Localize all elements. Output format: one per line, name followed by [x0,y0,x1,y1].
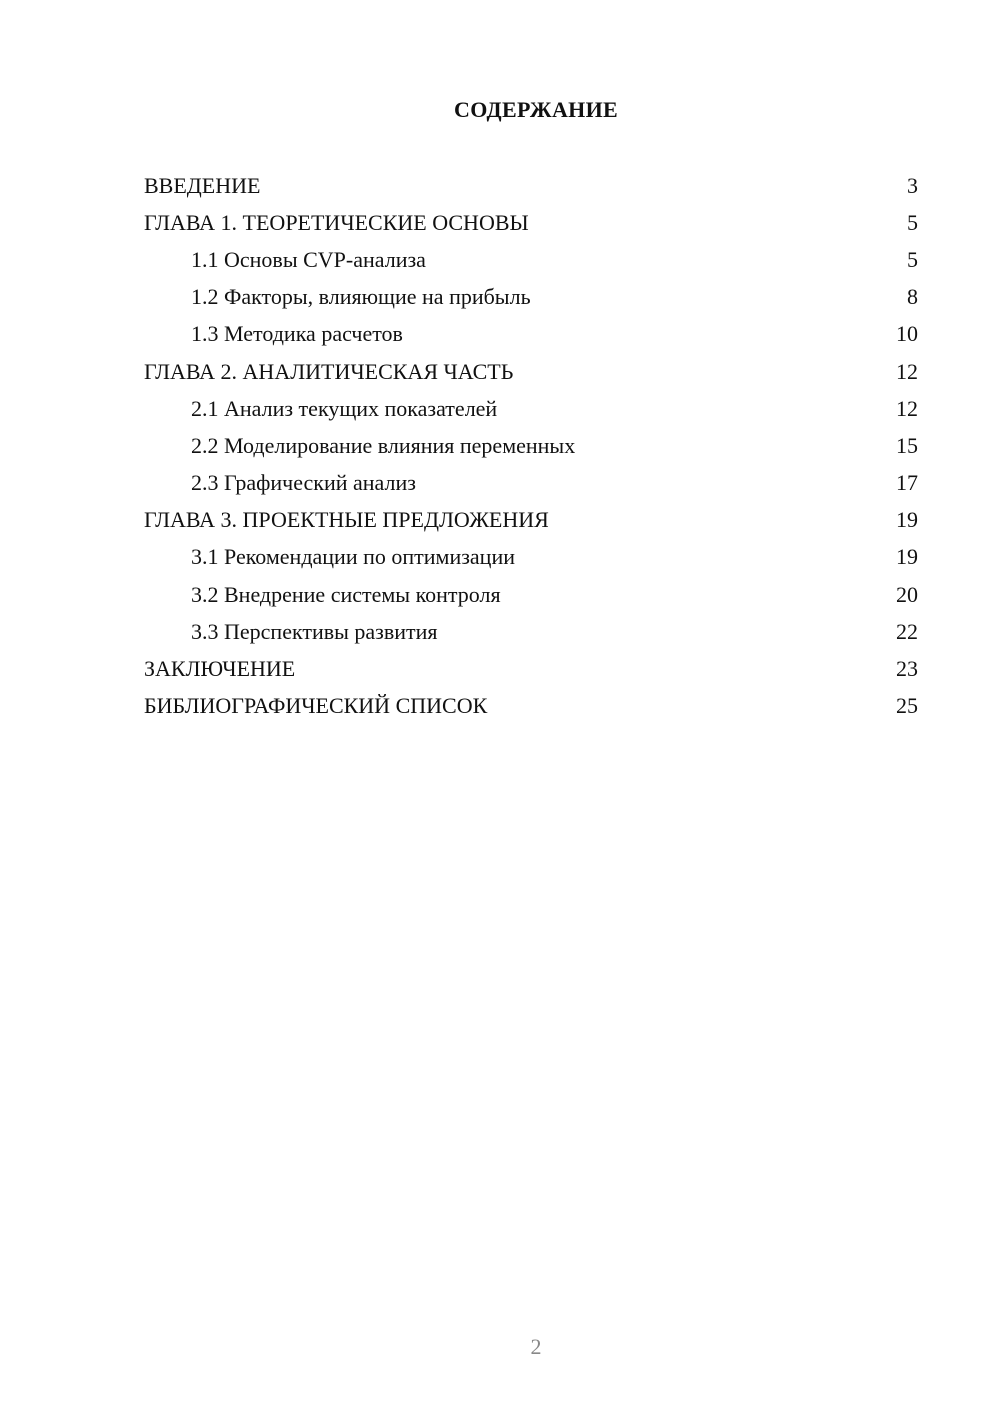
toc-entry-text: 3.1 Рекомендации по оптимизации [191,544,516,570]
toc-entry-page: 10 [896,321,918,347]
toc-entry-text: 2.1 Анализ текущих показателей [191,395,498,421]
toc-entry-section-3-2[interactable] [144,576,918,613]
toc-entry-page: 22 [896,618,918,644]
toc-entry-section-1-1[interactable] [144,241,918,278]
toc-entry-section-3-3[interactable] [144,613,918,650]
page-title: СОДЕРЖАНИЕ [454,97,618,122]
toc-entry-page: 15 [896,432,918,458]
toc-entry-section-3-1[interactable] [144,539,918,576]
toc-entry-page: 12 [896,358,918,384]
toc-entry-text: 3.2 Внедрение системы контроля [191,581,501,607]
toc-entry-text: ГЛАВА 1. ТЕОРЕТИЧЕСКИЕ ОСНОВЫ [144,209,529,235]
toc-entry-page: 3 [907,172,918,198]
toc-entry-chapter-3[interactable] [144,502,918,539]
toc-entry-bibliography[interactable] [144,688,918,725]
toc-entry-chapter-2[interactable] [144,353,918,390]
toc-entry-introduction[interactable] [144,167,918,204]
toc-entry-text: 1.3 Методика расчетов [191,321,403,347]
toc-entry-text: 1.2 Факторы, влияющие на прибыль [191,284,531,310]
toc-entry-section-2-3[interactable] [144,465,918,502]
toc-entry-page: 5 [907,246,918,272]
toc-entry-page: 5 [907,209,918,235]
toc-entry-section-2-1[interactable] [144,390,918,427]
toc-entry-page: 8 [907,284,918,310]
toc-entry-text: 2.3 Графический анализ [191,470,416,496]
table-of-contents [144,167,918,725]
toc-entry-page: 19 [896,507,918,533]
toc-entry-chapter-1[interactable] [144,204,918,241]
toc-entry-text: БИБЛИОГРАФИЧЕСКИЙ СПИСОК [144,693,488,719]
toc-entry-text: ГЛАВА 3. ПРОЕКТНЫЕ ПРЕДЛОЖЕНИЯ [144,507,549,533]
toc-entry-page: 25 [896,693,918,719]
toc-entry-page: 20 [896,581,918,607]
toc-entry-text: 3.3 Перспективы развития [191,618,438,644]
toc-entry-text: ЗАКЛЮЧЕНИЕ [144,656,296,682]
toc-entry-page: 12 [896,395,918,421]
toc-entry-text: 2.2 Моделирование влияния переменных [191,432,576,458]
toc-entry-page: 19 [896,544,918,570]
toc-entry-text: ВВЕДЕНИЕ [144,172,261,198]
toc-entry-page: 23 [896,656,918,682]
toc-entry-conclusion[interactable] [144,650,918,687]
toc-entry-section-1-3[interactable] [144,316,918,353]
toc-entry-page: 17 [896,470,918,496]
toc-entry-text: ГЛАВА 2. АНАЛИТИЧЕСКАЯ ЧАСТЬ [144,358,514,384]
toc-entry-section-2-2[interactable] [144,427,918,464]
toc-entry-section-1-2[interactable] [144,279,918,316]
toc-entry-text: 1.1 Основы CVP-анализа [191,246,426,272]
page-number: 2 [530,1334,542,1359]
